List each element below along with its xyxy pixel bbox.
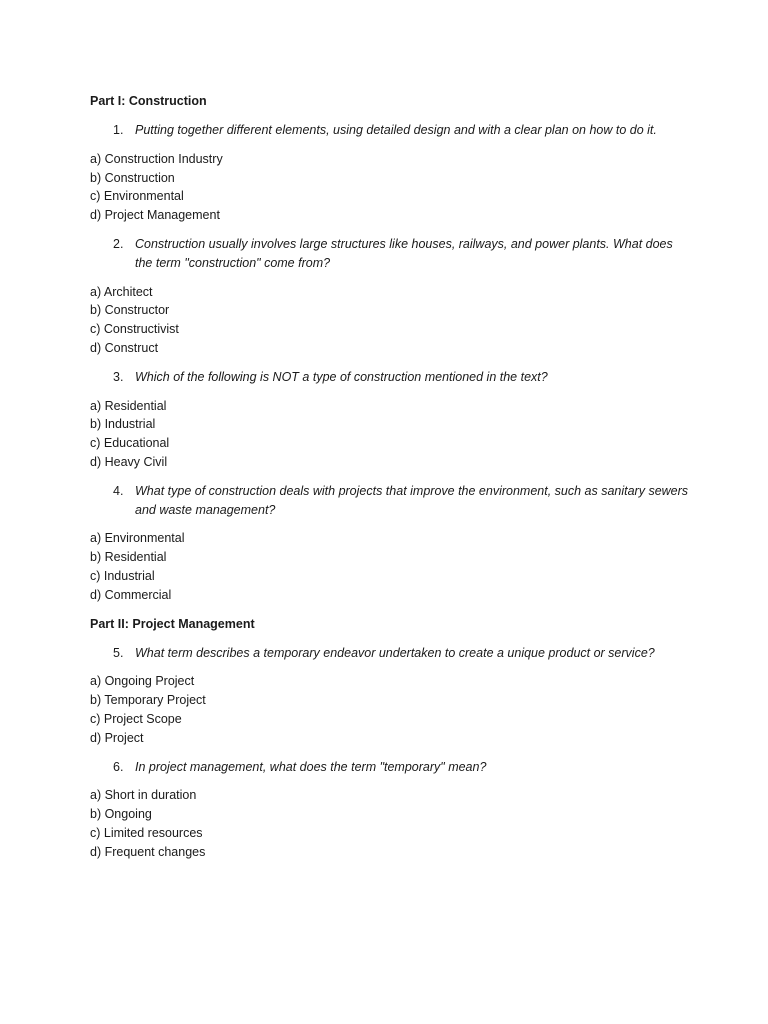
- question-text: What term describes a temporary endeavor undertaken to create a unique product or service?: [135, 645, 655, 660]
- question: [90, 121, 690, 140]
- question-number: 4.: [113, 483, 124, 498]
- question-number: 2.: [113, 236, 124, 251]
- question-text: What type of construction deals with projects that improve the environment, such as sanitary sewers and waste management?: [135, 483, 689, 517]
- answer-option: a) Ongoing Project: [90, 674, 195, 689]
- answer-option: d) Frequent changes: [90, 844, 206, 859]
- answer-option: c) Industrial: [90, 568, 155, 583]
- part-section: [90, 92, 690, 605]
- question-text: Which of the following is NOT a type of construction mentioned in the text?: [135, 369, 548, 384]
- answer-option: b) Ongoing: [90, 807, 152, 822]
- answer-option: c) Constructivist: [90, 322, 179, 337]
- answer-option: a) Construction Industry: [90, 151, 223, 166]
- question-text: Putting together different elements, using detailed design and with a clear plan on how to do it.: [135, 123, 657, 137]
- question-number: 5.: [113, 645, 124, 660]
- answer-option: d) Project Management: [90, 208, 220, 223]
- question: [90, 644, 690, 663]
- answer-option: b) Industrial: [90, 417, 156, 432]
- answer-option: b) Temporary Project: [90, 693, 206, 708]
- answer-option: d) Heavy Civil: [90, 454, 168, 469]
- part-section: [90, 615, 690, 862]
- answer-option: a) Residential: [90, 398, 167, 413]
- answer-options: [90, 397, 690, 472]
- answer-option: b) Constructor: [90, 303, 170, 318]
- answer-option: d) Construct: [90, 340, 159, 355]
- question: [90, 758, 690, 777]
- answer-option: a) Short in duration: [90, 788, 197, 803]
- answer-options: [90, 150, 690, 225]
- answer-option: a) Architect: [90, 284, 153, 299]
- answer-option: c) Project Scope: [90, 711, 182, 726]
- answer-options: [90, 529, 690, 604]
- answer-options: [90, 672, 690, 747]
- part-heading: Part I: Construction: [90, 94, 207, 108]
- answer-options: [90, 786, 690, 861]
- question: [90, 482, 690, 520]
- part-heading: Part II: Project Management: [90, 616, 255, 631]
- question: [90, 235, 690, 273]
- document-page: [90, 92, 690, 872]
- question-text: Construction usually involves large structures like houses, railways, and power plants. What does the term "construction" come from?: [135, 236, 673, 270]
- answer-option: d) Commercial: [90, 587, 172, 602]
- answer-option: c) Limited resources: [90, 825, 203, 840]
- question-number: 3.: [113, 369, 124, 384]
- question: [90, 368, 690, 387]
- answer-option: b) Residential: [90, 550, 167, 565]
- answer-option: a) Environmental: [90, 531, 185, 546]
- answer-option: c) Environmental: [90, 189, 184, 204]
- answer-option: b) Construction: [90, 170, 175, 185]
- answer-option: c) Educational: [90, 436, 170, 451]
- answer-options: [90, 283, 690, 358]
- answer-option: d) Project: [90, 730, 144, 745]
- question-number: 1.: [113, 123, 124, 137]
- question-text: In project management, what does the term "temporary" mean?: [135, 759, 487, 774]
- question-number: 6.: [113, 759, 124, 774]
